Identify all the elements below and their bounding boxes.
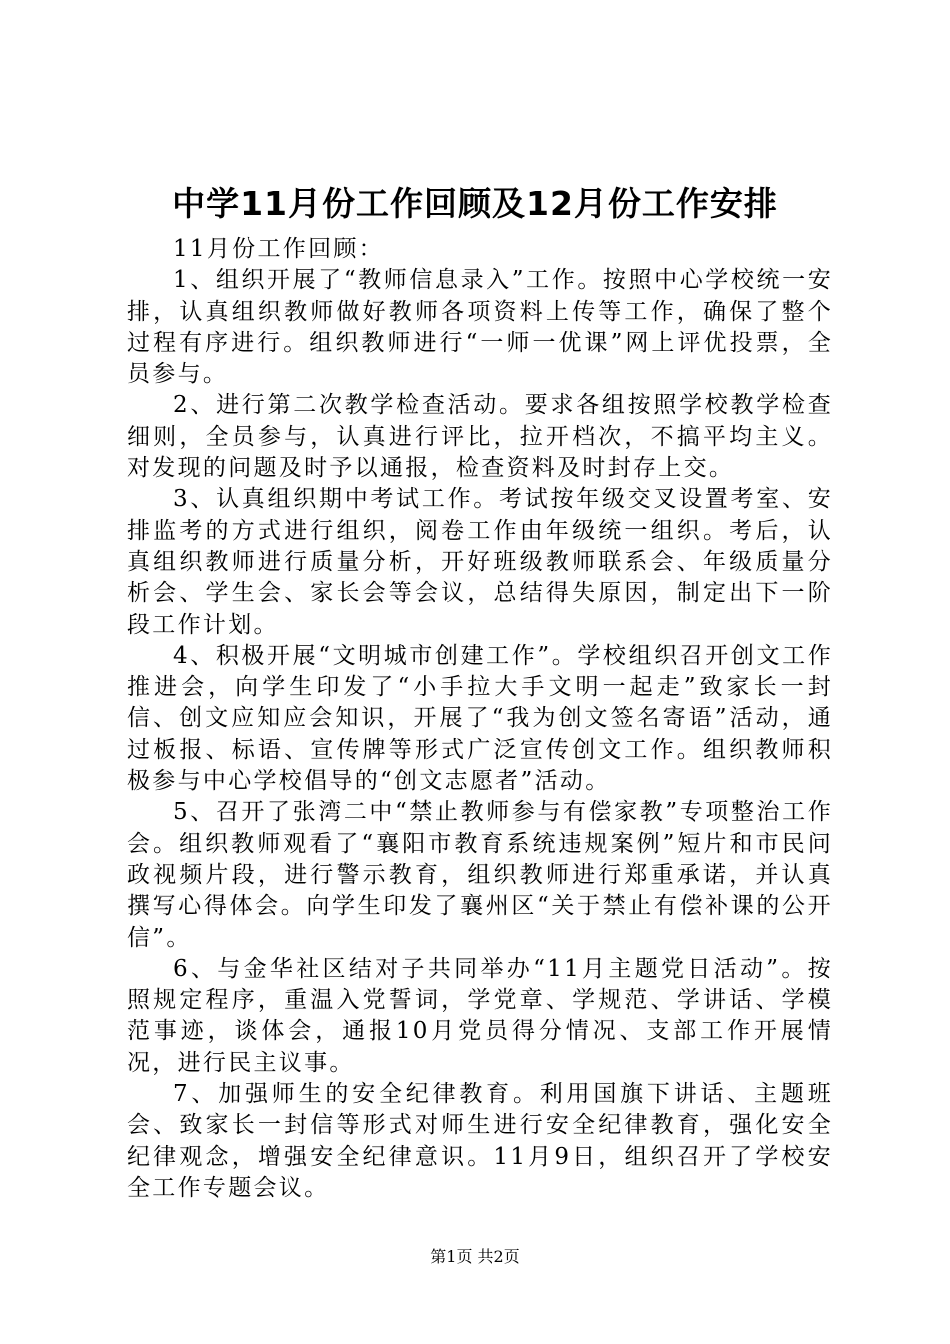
paragraph-7: 7、加强师生的安全纪律教育。利用国旗下讲话、主题班会、致家长一封信等形式对师生进行安全纪律教育，强化安全纪律观念，增强安全纪律意识。11月9日，组织召开了学校安全工作专题会议。 (127, 1081, 833, 1201)
paragraph-5: 5、召开了张湾二中“禁止教师参与有偿家教”专项整治工作会。组织教师观看了“襄阳市教育系统违规案例”短片和市民问政视频片段，进行警示教育，组织教师进行郑重承诺，并认真撰写心得体会。向学生印发了襄州区“关于禁止有偿补课的公开信”。 (127, 799, 833, 951)
section-intro: 11月份工作回顾： (173, 236, 384, 262)
paragraph-3: 3、认真组织期中考试工作。考试按年级交叉设置考室、安排监考的方式进行组织，阅卷工作由年级统一组织。考后，认真组织教师进行质量分析，开好班级教师联系会、年级质量分析会、学生会、家长会等会议，总结得失原因，制定出下一阶段工作计划。 (127, 486, 833, 638)
document-body (127, 234, 833, 1204)
paragraph-4: 4、积极开展“文明城市创建工作”。学校组织召开创文工作推进会，向学生印发了“小手拉大手文明一起走”致家长一封信、创文应知应会知识，开展了“我为创文签名寄语”活动，通过板报、标语、宣传牌等形式广泛宣传创文工作。组织教师积极参与中心学校倡导的“创文志愿者”活动。 (127, 642, 833, 795)
paragraph-1: 1、组织开展了“教师信息录入”工作。按照中心学校统一安排，认真组织教师做好教师各项资料上传等工作，确保了整个过程有序进行。组织教师进行“一师一优课”网上评优投票，全员参与。 (127, 267, 833, 388)
document-title: 中学11月份工作回顾及12月份工作安排 (172, 184, 778, 223)
paragraph-6: 6、与金华社区结对子共同举办“11月主题党日活动”。按照规定程序，重温入党誓词，学党章、学规范、学讲话、学模范事迹，谈体会，通报10月党员得分情况、支部工作开展情况，进行民主议事。 (127, 955, 833, 1076)
page-footer: 第1页 共2页 (430, 1247, 520, 1266)
paragraph-2: 2、进行第二次教学检查活动。要求各组按照学校教学检查细则，全员参与，认真进行评比，拉开档次，不搞平均主义。对发现的问题及时予以通报，检查资料及时封存上交。 (127, 392, 833, 482)
